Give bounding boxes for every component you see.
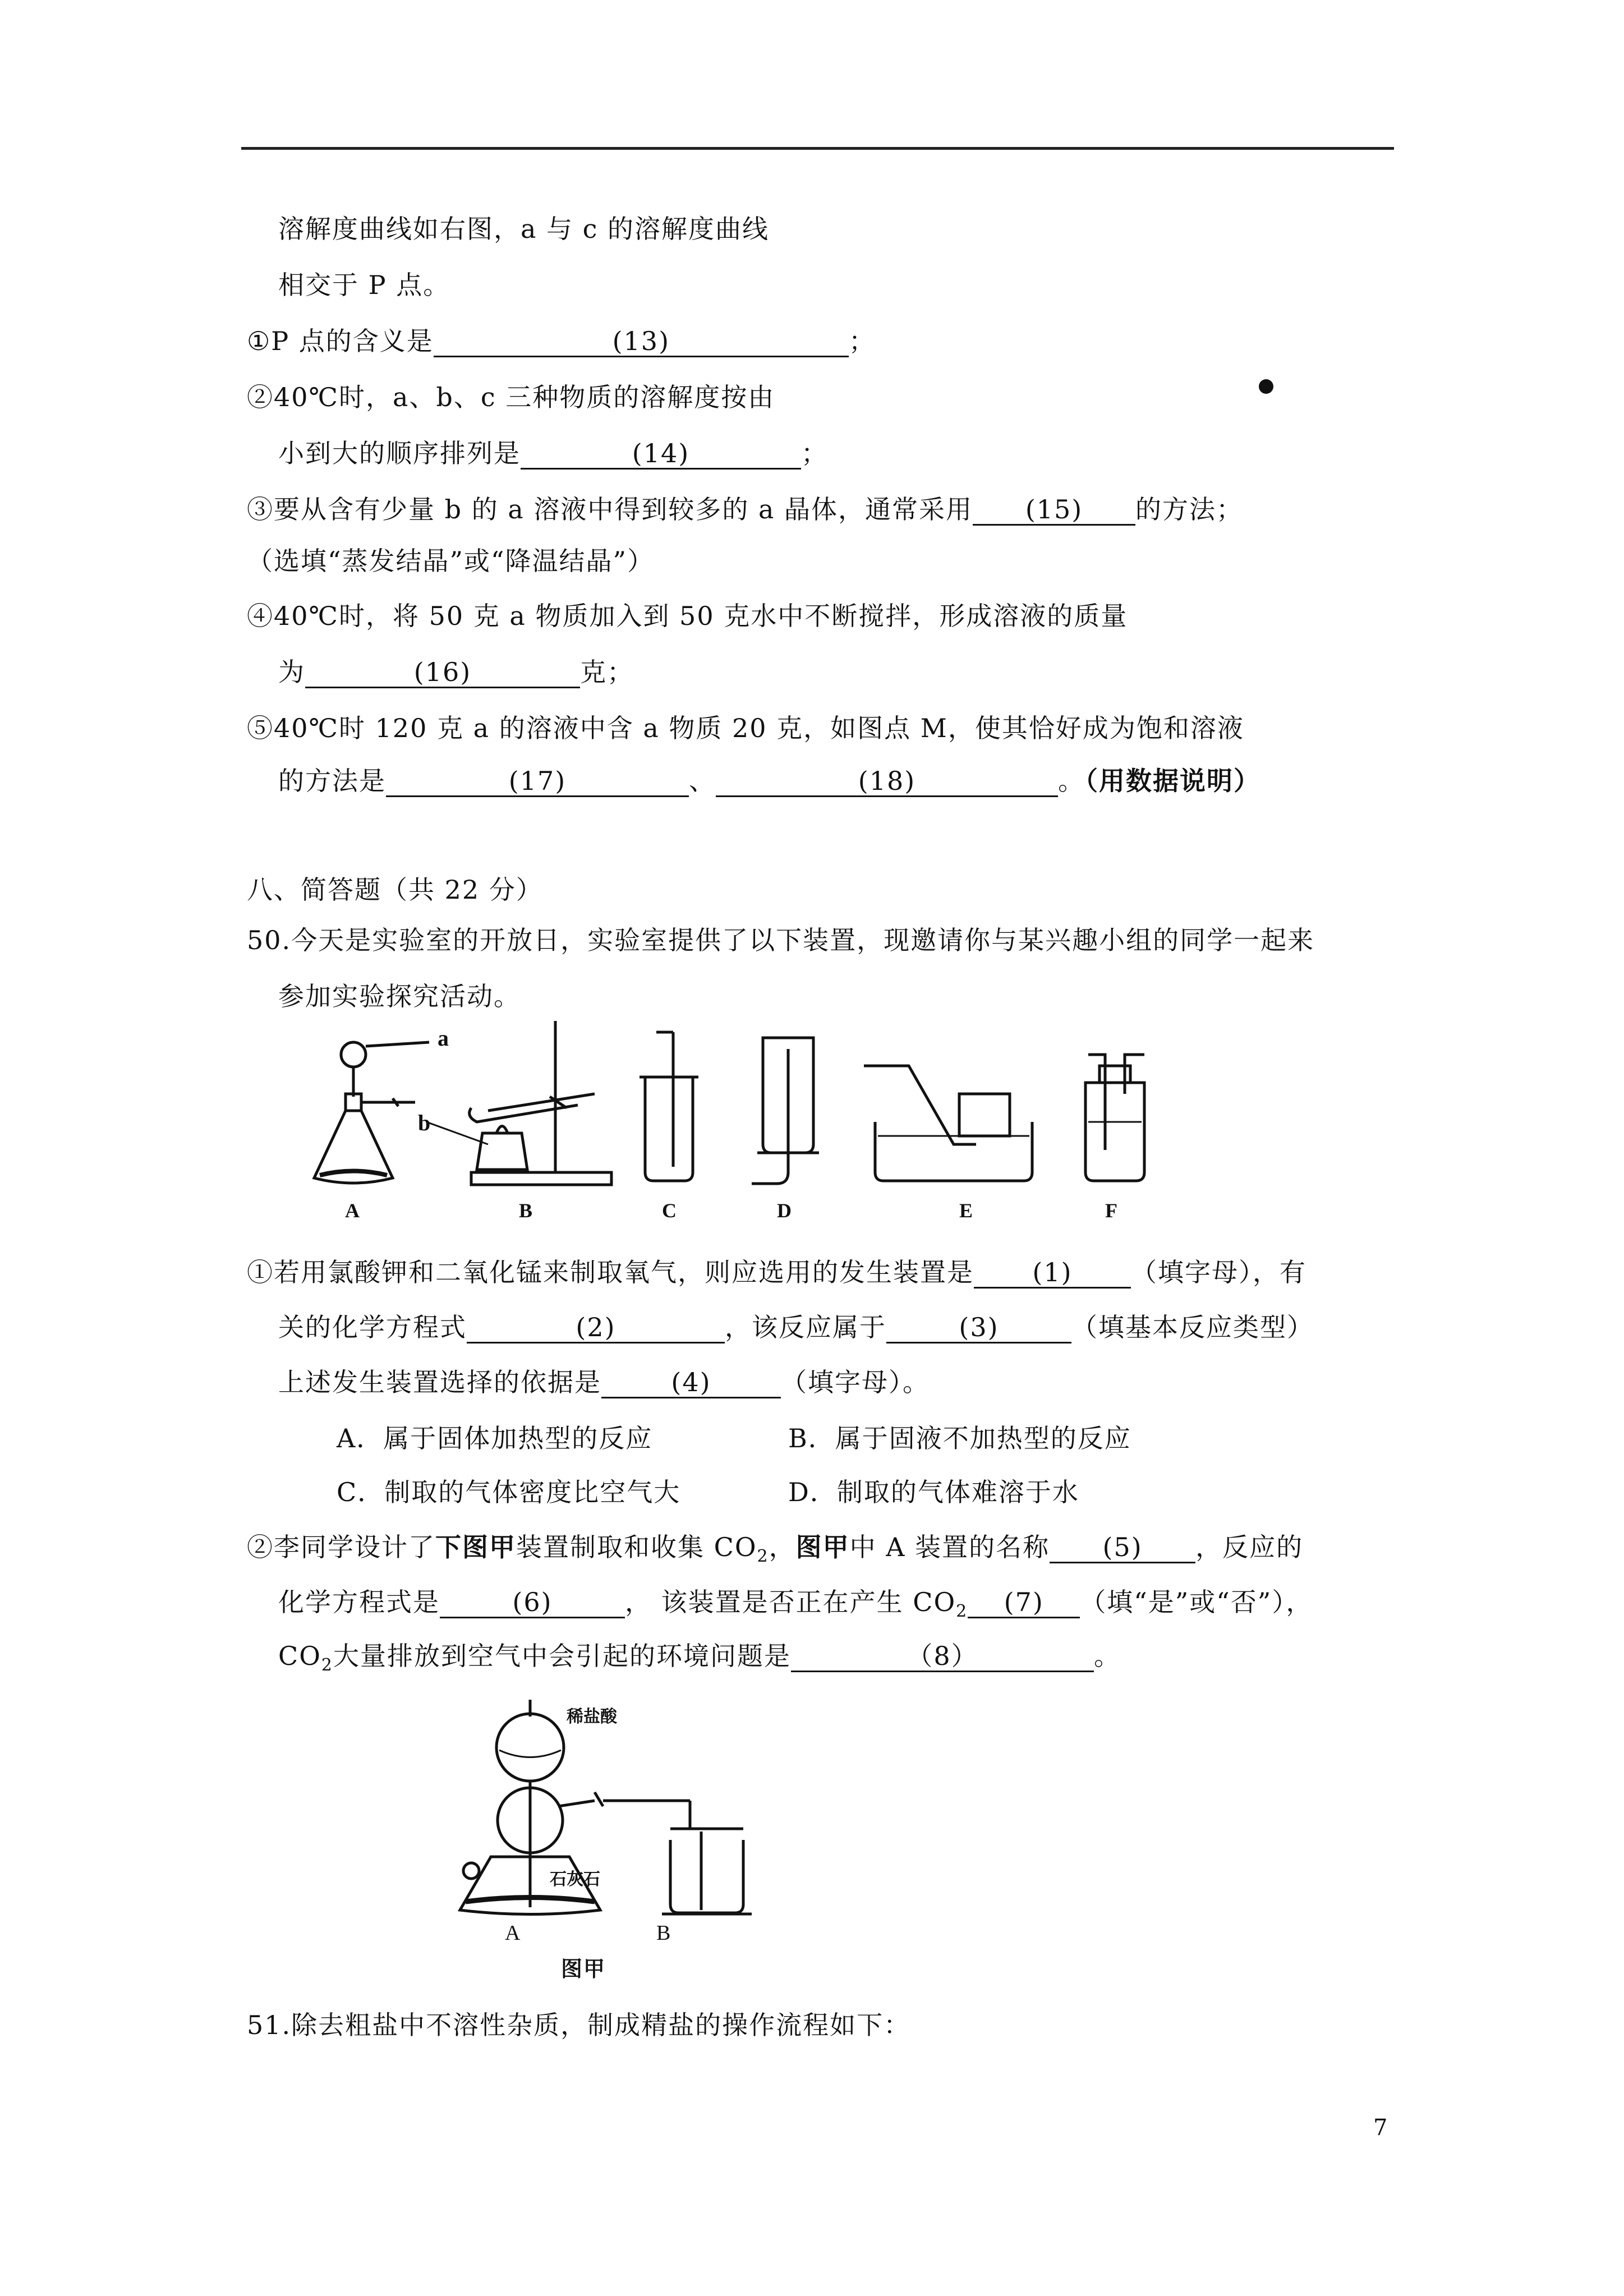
q50-q2b-prompt: 化学方程式是: [278, 1587, 440, 1617]
blank-1[interactable]: (1): [974, 1258, 1131, 1289]
label-limestone: 石灰石: [550, 1870, 600, 1889]
blank-7[interactable]: (7): [968, 1588, 1080, 1618]
q49-part2-line2: [278, 436, 828, 470]
blank-14[interactable]: (14): [521, 439, 801, 470]
q49-part3-prompt: ③要从含有少量 b 的 a 溶液中得到较多的 a 晶体，通常采用: [247, 494, 973, 524]
blank-15[interactable]: (15): [973, 495, 1135, 526]
q50-q2-mid2: 中 A 装置的名称: [849, 1532, 1050, 1562]
page-number: 7: [1373, 2115, 1388, 2141]
q50-q2-figref2: 图甲: [795, 1532, 850, 1562]
q50-part2-mid: ，该反应属于: [725, 1312, 886, 1342]
blank-16[interactable]: (16): [305, 657, 580, 688]
label-app-d: D: [777, 1199, 792, 1222]
blank-8[interactable]: （8）: [791, 1641, 1094, 1672]
q50-q2b-mid: ， 该装置是否正在产生 CO: [625, 1587, 956, 1617]
apparatus-f: [1085, 1055, 1144, 1181]
q50-q2-figref: 下图甲: [435, 1532, 516, 1562]
figure-caption: 图甲: [561, 1956, 606, 1981]
apparatus-e: [864, 1066, 1032, 1181]
q50-part3-end: （填基本反应类型）: [1071, 1312, 1314, 1342]
q49-part5-separator: 、: [689, 766, 716, 796]
label-app-f: F: [1105, 1199, 1117, 1222]
q49-part5-line1: ⑤40℃时 120 克 a 的溶液中含 a 物质 20 克，如图点 M，使其恰好成为饱和溶液: [247, 713, 1244, 743]
q50-q2c-co: CO: [278, 1641, 321, 1671]
gas-jar: [662, 1801, 752, 1914]
q49-part5-note: （用数据说明）: [1085, 766, 1260, 796]
q50-q2b-end: （填“是”或“否”），: [1080, 1587, 1313, 1617]
bullet-dot: [1259, 379, 1273, 394]
q50-part2-line2: [278, 1585, 1313, 1628]
apparatus-a: [314, 1042, 429, 1183]
label-app-b: B: [519, 1199, 533, 1222]
q49-part4-end: 克；: [580, 657, 634, 687]
q50-part2-prompt: 关的化学方程式: [278, 1312, 467, 1342]
blank-13[interactable]: (13): [434, 326, 849, 357]
q50-q2-comma: ，: [769, 1532, 796, 1562]
fig-label-b: B: [656, 1921, 671, 1941]
q50-stem-line2: 参加实验探究活动。: [278, 981, 521, 1011]
apparatus-d: [752, 1038, 819, 1184]
option-d: D．制取的气体难溶于水: [788, 1477, 1079, 1507]
q49-part4-prompt: 为: [278, 657, 305, 687]
fig-label-a: A: [505, 1921, 521, 1941]
q49-part2-prompt: 小到大的顺序排列是: [278, 438, 521, 468]
figure-jia: [449, 1694, 785, 1941]
q50-part2-line1: [247, 1530, 1303, 1573]
q50-q2-mid: 装置制取和收集 CO: [516, 1532, 757, 1562]
q49-part4-line2: [278, 655, 634, 689]
q50-stem-line1: 50.今天是实验室的开放日，实验室提供了以下装置，现邀请你与某兴趣小组的同学一起来: [247, 925, 1315, 955]
q49-part5-prompt: 的方法是: [278, 766, 386, 796]
q49-part5-line2: [278, 764, 1260, 798]
header-rule: [241, 147, 1394, 150]
section-title: 八、简答题（共 22 分）: [247, 875, 543, 905]
q50-q2c-sub: 2: [321, 1655, 334, 1676]
blank-3[interactable]: (3): [886, 1313, 1071, 1343]
q50-part1-line3: [278, 1365, 930, 1399]
option-b: B．属于固液不加热型的反应: [788, 1423, 1131, 1453]
q49-part1-prompt: ①P 点的含义是: [247, 326, 434, 356]
q51-stem: 51.除去粗盐中不溶性杂质，制成精盐的操作流程如下：: [247, 2010, 911, 2040]
apparatus-figure: [303, 1010, 1200, 1228]
label-b: b: [418, 1110, 431, 1135]
q50-q2c-mid: 大量排放到空气中会引起的环境问题是: [333, 1641, 792, 1671]
q50-q2-end: ，反应的: [1195, 1532, 1304, 1562]
q50-q2c-end: 。: [1094, 1641, 1121, 1671]
label-hcl: 稀盐酸: [567, 1708, 617, 1726]
option-c: C．制取的气体密度比空气大: [337, 1477, 681, 1507]
q49-part4-line1: ④40℃时，将 50 克 a 物质加入到 50 克水中不断搅拌，形成溶液的质量: [247, 601, 1128, 631]
label-a: a: [438, 1025, 449, 1051]
q49-part3-end: 的方法；: [1135, 494, 1244, 524]
option-a: A．属于固体加热型的反应: [337, 1423, 653, 1453]
q49-part2-end: ；: [801, 438, 828, 468]
q50-part1-line1: [247, 1255, 1306, 1289]
q49-part3-line1: [247, 493, 1243, 526]
blank-18[interactable]: (18): [716, 766, 1058, 797]
q50-part4-prompt: 上述发生装置选择的依据是: [278, 1367, 601, 1397]
label-app-c: C: [662, 1199, 677, 1222]
apparatus-b: [426, 1021, 611, 1185]
q49-part5-end: 。: [1058, 766, 1085, 796]
blank-4[interactable]: (4): [601, 1368, 781, 1398]
q50-part1-line2: [278, 1310, 1314, 1344]
q50-part4-end: （填字母）。: [781, 1367, 930, 1397]
q50-q2-prompt: ②李同学设计了: [247, 1532, 435, 1562]
q50-part1-end: （填字母），有: [1131, 1257, 1306, 1287]
label-app-e: E: [959, 1199, 973, 1222]
blank-5[interactable]: (5): [1050, 1533, 1195, 1563]
q50-part1-prompt: ①若用氯酸钾和二氧化锰来制取氧气，则应选用的发生装置是: [247, 1257, 974, 1287]
q49-intro-line1: 溶解度曲线如右图，a 与 c 的溶解度曲线: [278, 214, 770, 244]
label-app-a: A: [345, 1199, 360, 1222]
blank-17[interactable]: (17): [386, 766, 689, 797]
q49-part1: [247, 324, 876, 358]
q49-part1-end: ；: [848, 326, 876, 356]
q49-part3-line2: （选填“蒸发结晶”或“降温结晶”）: [247, 546, 655, 576]
q50-q2-sub: 2: [757, 1547, 769, 1567]
q49-intro-line2: 相交于 P 点。: [278, 270, 450, 300]
blank-2[interactable]: (2): [467, 1313, 725, 1343]
blank-6[interactable]: (6): [440, 1588, 625, 1618]
apparatus-c: [640, 1032, 698, 1181]
q49-part2-line1: ②40℃时，a、b、c 三种物质的溶解度按由: [247, 382, 775, 412]
q50-part2-line3: [278, 1639, 1121, 1682]
q50-q2b-sub: 2: [956, 1602, 968, 1622]
